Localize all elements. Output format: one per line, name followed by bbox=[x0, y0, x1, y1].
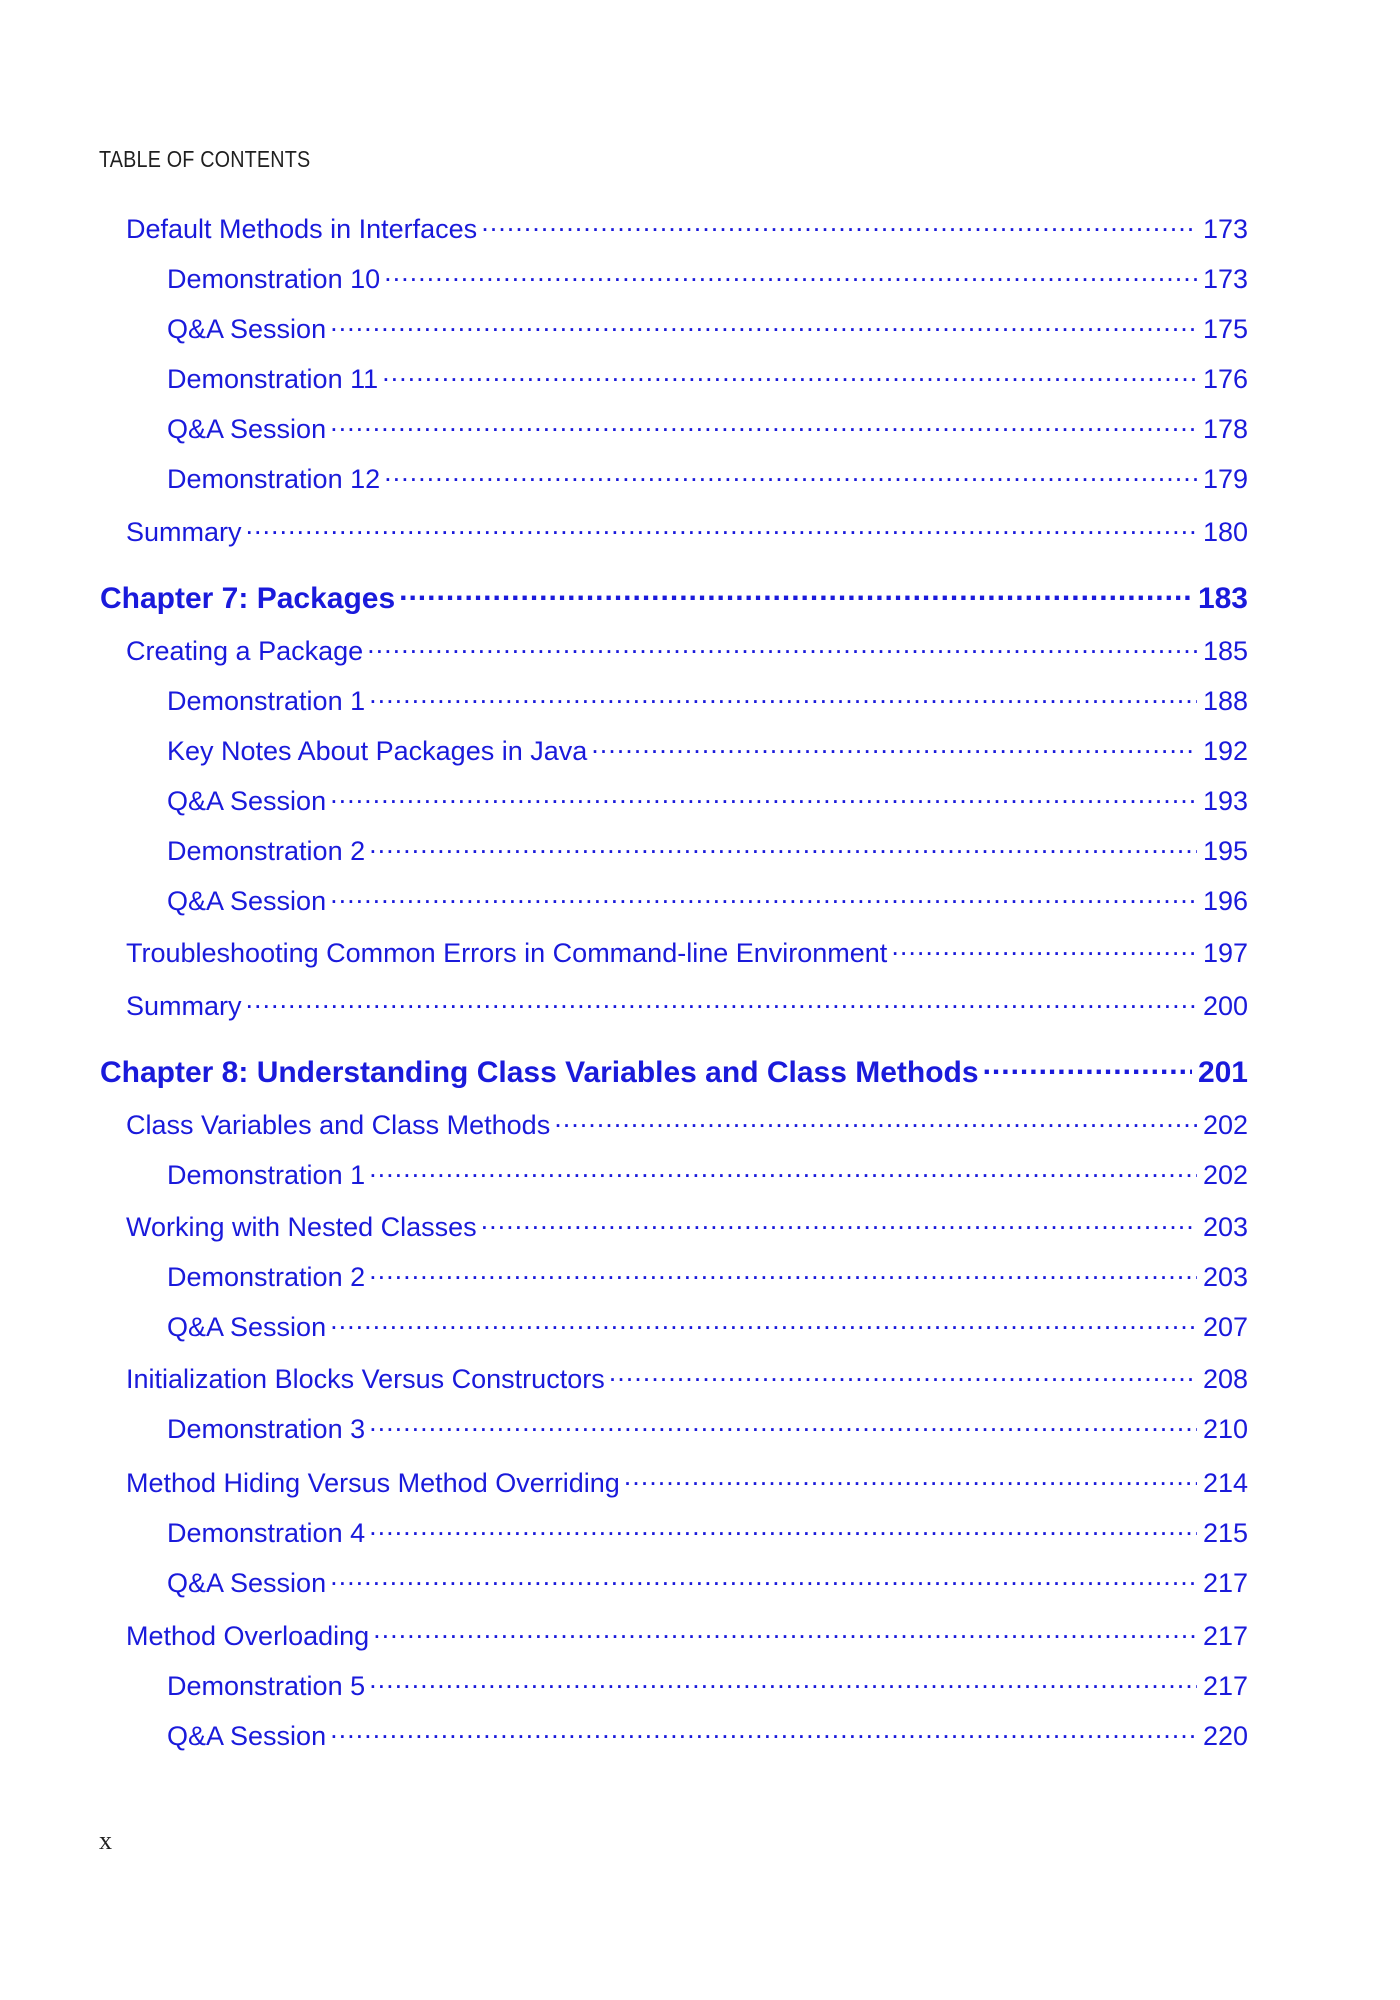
toc-entry-title: Chapter 7: Packages bbox=[100, 581, 396, 615]
toc-entry-title: Summary bbox=[126, 517, 242, 548]
toc-entry-title: Demonstration 12 bbox=[167, 464, 381, 495]
toc-subsection-entry[interactable] bbox=[167, 1308, 1248, 1343]
dot-leader bbox=[330, 1564, 1197, 1592]
toc-section-entry[interactable] bbox=[126, 1208, 1248, 1243]
toc-entry-title: Demonstration 1 bbox=[167, 1160, 366, 1191]
toc-subsection-entry[interactable] bbox=[167, 1410, 1248, 1445]
dot-leader bbox=[481, 1208, 1197, 1236]
toc-entry-title: Method Hiding Versus Method Overriding bbox=[126, 1468, 620, 1499]
dot-leader bbox=[369, 1410, 1197, 1438]
dot-leader bbox=[399, 576, 1192, 608]
toc-entry-page-number: 215 bbox=[1202, 1518, 1248, 1549]
toc-entry-page-number: 202 bbox=[1202, 1160, 1248, 1191]
toc-entry-title: Key Notes About Packages in Java bbox=[167, 736, 588, 767]
toc-entry-page-number: 203 bbox=[1202, 1212, 1248, 1243]
toc-entry-title: Demonstration 3 bbox=[167, 1414, 366, 1445]
toc-entry-title: Q&A Session bbox=[167, 886, 327, 917]
running-header: TABLE OF CONTENTS bbox=[99, 146, 311, 172]
toc-subsection-entry[interactable] bbox=[167, 260, 1248, 295]
toc-entry-title: Initialization Blocks Versus Constructors bbox=[126, 1364, 605, 1395]
toc-entry-title: Troubleshooting Common Errors in Command-line Environment bbox=[126, 938, 888, 969]
toc-subsection-entry[interactable] bbox=[167, 832, 1248, 867]
toc-entry-title: Demonstration 2 bbox=[167, 1262, 366, 1293]
toc-entry-page-number: 185 bbox=[1202, 636, 1248, 667]
toc-entry-page-number: 220 bbox=[1202, 1721, 1248, 1752]
toc-section-entry[interactable] bbox=[126, 1617, 1248, 1652]
dot-leader bbox=[246, 987, 1197, 1015]
toc-entry-page-number: 196 bbox=[1202, 886, 1248, 917]
toc-entry-page-number: 200 bbox=[1202, 991, 1248, 1022]
toc-subsection-entry[interactable] bbox=[167, 310, 1248, 345]
toc-entry-page-number: 175 bbox=[1202, 314, 1248, 345]
toc-entry-title: Q&A Session bbox=[167, 1312, 327, 1343]
toc-entry-page-number: 208 bbox=[1202, 1364, 1248, 1395]
dot-leader bbox=[369, 682, 1197, 710]
dot-leader bbox=[983, 1050, 1192, 1082]
toc-entry-title: Q&A Session bbox=[167, 1721, 327, 1752]
toc-subsection-entry[interactable] bbox=[167, 1156, 1248, 1191]
toc-entry-page-number: 188 bbox=[1202, 686, 1248, 717]
toc-entry-page-number: 214 bbox=[1202, 1468, 1248, 1499]
toc-entry-page-number: 203 bbox=[1202, 1262, 1248, 1293]
toc-subsection-entry[interactable] bbox=[167, 732, 1248, 767]
dot-leader bbox=[369, 1156, 1197, 1184]
toc-subsection-entry[interactable] bbox=[167, 360, 1248, 395]
dot-leader bbox=[330, 1717, 1197, 1745]
toc-entry-page-number: 179 bbox=[1202, 464, 1248, 495]
toc-entry-page-number: 192 bbox=[1202, 736, 1248, 767]
toc-entry-page-number: 176 bbox=[1202, 364, 1248, 395]
toc-entry-title: Default Methods in Interfaces bbox=[126, 214, 478, 245]
dot-leader bbox=[330, 882, 1197, 910]
toc-entry-page-number: 217 bbox=[1202, 1671, 1248, 1702]
toc-entry-title: Q&A Session bbox=[167, 1568, 327, 1599]
toc-entry-title: Demonstration 11 bbox=[167, 364, 379, 395]
dot-leader bbox=[624, 1464, 1197, 1492]
toc-subsection-entry[interactable] bbox=[167, 1564, 1248, 1599]
toc-chapter-entry[interactable] bbox=[100, 576, 1248, 616]
toc-entry-page-number: 183 bbox=[1197, 581, 1248, 615]
toc-entry-page-number: 217 bbox=[1202, 1621, 1248, 1652]
dot-leader bbox=[384, 260, 1197, 288]
toc-section-entry[interactable] bbox=[126, 1106, 1248, 1141]
page-number: x bbox=[99, 1826, 112, 1855]
dot-leader bbox=[330, 1308, 1197, 1336]
toc-entry-title: Demonstration 4 bbox=[167, 1518, 366, 1549]
toc-entry-page-number: 217 bbox=[1202, 1568, 1248, 1599]
toc-section-entry[interactable] bbox=[126, 987, 1248, 1022]
toc-entry-title: Chapter 8: Understanding Class Variables and Class Methods bbox=[100, 1055, 979, 1089]
toc-entry-page-number: 197 bbox=[1202, 938, 1248, 969]
dot-leader bbox=[330, 782, 1197, 810]
toc-entry-page-number: 210 bbox=[1202, 1414, 1248, 1445]
dot-leader bbox=[330, 410, 1197, 438]
toc-subsection-entry[interactable] bbox=[167, 1667, 1248, 1702]
toc-entry-page-number: 195 bbox=[1202, 836, 1248, 867]
dot-leader bbox=[609, 1360, 1197, 1388]
toc-entry-title: Creating a Package bbox=[126, 636, 364, 667]
toc-subsection-entry[interactable] bbox=[167, 782, 1248, 817]
toc-entry-title: Demonstration 1 bbox=[167, 686, 366, 717]
toc-entry-title: Q&A Session bbox=[167, 314, 327, 345]
toc-entry-title: Method Overloading bbox=[126, 1621, 370, 1652]
toc-entry-title: Working with Nested Classes bbox=[126, 1212, 477, 1243]
dot-leader bbox=[891, 934, 1197, 962]
toc-chapter-entry[interactable] bbox=[100, 1050, 1248, 1090]
toc-entry-title: Summary bbox=[126, 991, 242, 1022]
toc-subsection-entry[interactable] bbox=[167, 682, 1248, 717]
toc-entry-page-number: 207 bbox=[1202, 1312, 1248, 1343]
toc-section-entry[interactable] bbox=[126, 1464, 1248, 1499]
dot-leader bbox=[367, 632, 1197, 660]
toc-entry-title: Q&A Session bbox=[167, 786, 327, 817]
toc-entry-page-number: 173 bbox=[1202, 264, 1248, 295]
toc-subsection-entry[interactable] bbox=[167, 460, 1248, 495]
dot-leader bbox=[554, 1106, 1197, 1134]
dot-leader bbox=[369, 1514, 1197, 1542]
toc-subsection-entry[interactable] bbox=[167, 882, 1248, 917]
dot-leader bbox=[369, 832, 1197, 860]
toc-entry-page-number: 202 bbox=[1202, 1110, 1248, 1141]
toc-entry-page-number: 201 bbox=[1197, 1055, 1248, 1089]
dot-leader bbox=[481, 210, 1197, 238]
dot-leader bbox=[382, 360, 1197, 388]
dot-leader bbox=[246, 513, 1197, 541]
toc-entry-title: Class Variables and Class Methods bbox=[126, 1110, 551, 1141]
toc-subsection-entry[interactable] bbox=[167, 1717, 1248, 1752]
toc-entry-page-number: 173 bbox=[1202, 214, 1248, 245]
dot-leader bbox=[591, 732, 1197, 760]
toc-section-entry[interactable] bbox=[126, 632, 1248, 667]
toc-section-entry[interactable] bbox=[126, 934, 1248, 969]
toc-section-entry[interactable] bbox=[126, 513, 1248, 548]
toc-subsection-entry[interactable] bbox=[167, 410, 1248, 445]
toc-subsection-entry[interactable] bbox=[167, 1258, 1248, 1293]
toc-entry-page-number: 193 bbox=[1202, 786, 1248, 817]
toc-entry-title: Demonstration 10 bbox=[167, 264, 381, 295]
toc-entry-title: Demonstration 5 bbox=[167, 1671, 366, 1702]
toc-section-entry[interactable] bbox=[126, 1360, 1248, 1395]
toc-subsection-entry[interactable] bbox=[167, 1514, 1248, 1549]
dot-leader bbox=[330, 310, 1197, 338]
dot-leader bbox=[369, 1667, 1197, 1695]
dot-leader bbox=[384, 460, 1197, 488]
toc-entry-title: Q&A Session bbox=[167, 414, 327, 445]
toc-entry-page-number: 178 bbox=[1202, 414, 1248, 445]
dot-leader bbox=[369, 1258, 1197, 1286]
toc-section-entry[interactable] bbox=[126, 210, 1248, 245]
toc-entry-page-number: 180 bbox=[1202, 517, 1248, 548]
dot-leader bbox=[373, 1617, 1197, 1645]
toc-entry-title: Demonstration 2 bbox=[167, 836, 366, 867]
